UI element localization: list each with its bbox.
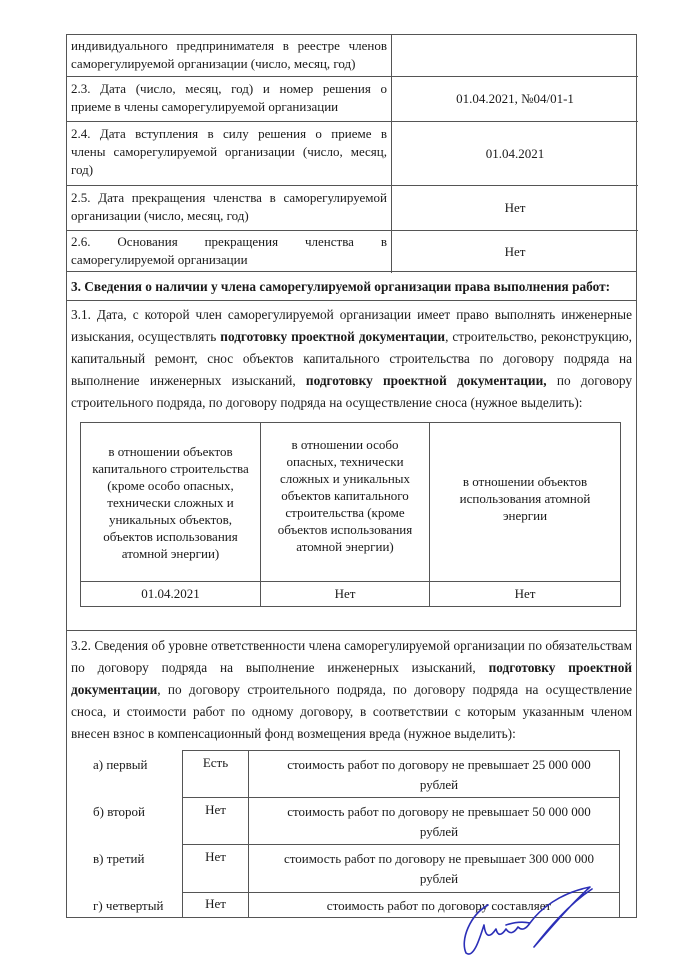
rights-header-nuclear: в отношении объектов использования атомной энергии [459, 473, 591, 523]
rights-value-general: 01.04.2021 [141, 586, 200, 601]
rights-header-general: в отношении объектов капитального строительства (кроме особо опасных, технически сложных и уникальных объектов, объектов использования атомной энергии) [92, 443, 249, 561]
level-name: б) второй [93, 804, 145, 819]
level-status: Есть [202, 755, 229, 770]
bold-text: подготовку проектной документации [71, 660, 633, 697]
level-status: Нет [205, 849, 226, 864]
row-label [67, 186, 391, 230]
section-2-table [66, 34, 637, 272]
text: 3.2. Сведения об уровне ответственности члена саморегулируемой организации по обязательствам по договору подряда на выполнение инженерных изысканий, [71, 638, 632, 675]
section-3-box [66, 272, 637, 918]
rights-value-nuclear: Нет [514, 586, 536, 601]
level-name: в) третий [93, 851, 145, 866]
decision-date-value: 01.04.2021, №04/01-1 [456, 91, 574, 106]
row-label [67, 77, 391, 121]
label-line: индивидуального предпринимателя в реестре членов [71, 38, 387, 53]
text: 3.1. Дата, с которой член саморегулируемой организации имеет право выполнять инженерные изыскания, осуществлять [71, 307, 632, 344]
label-line: год) [71, 162, 94, 177]
rights-table [80, 422, 621, 607]
level-name: г) четвертый [93, 898, 164, 913]
row-value [392, 35, 638, 76]
label-line: саморегулируемой организации [71, 252, 248, 267]
row-label [67, 122, 391, 185]
paragraph-3-1 [67, 302, 636, 416]
row-label [67, 35, 391, 76]
signature-image [440, 885, 610, 965]
level-status: Нет [205, 896, 226, 911]
label-line: саморегулируемой организации (число, месяц, год) [71, 56, 356, 71]
level-description: стоимость работ по договору не превышает 25 000 000 рублей [287, 757, 591, 792]
level-description: стоимость работ по договору не превышает 50 000 000 рублей [287, 804, 591, 839]
label-line: 2.3. Дата (число, месяц, год) и номер решения о [71, 81, 387, 96]
termination-reason-value: Нет [504, 244, 526, 259]
label-line: приеме в члены саморегулируемой организации [71, 99, 339, 114]
text: , по договору строительного подряда, по договору подряда на осуществление сноса, и стоимости работ по одному договору, в соответствии с которым указанным членом внесен взнос в компенсационный фонд возмещения вреда (нужное выделить): [71, 682, 632, 741]
level-name: а) первый [93, 757, 148, 772]
level-status: Нет [205, 802, 226, 817]
level-description: стоимость работ по договору составляет [326, 898, 552, 913]
label-line: 2.6. Основания прекращения членства в [71, 234, 387, 249]
row-label [67, 231, 391, 273]
bold-text: подготовку проектной документации, [305, 373, 547, 388]
rights-value-dangerous: Нет [334, 586, 356, 601]
text: , строительство, реконструкцию, капитальный ремонт, снос объектов капитального строительства по договору подряда на выполнение инженерных изысканий, [71, 329, 632, 388]
label-line: организации (число, месяц, год) [71, 208, 249, 223]
text: по договору строительного подряда, по договору подряда на осуществление сноса (нужное выделить): [71, 373, 633, 410]
termination-date-value: Нет [504, 200, 526, 215]
rights-header-dangerous: в отношении особо опасных, технически сложных и уникальных объектов капитального строительства (кроме объектов использования атомной энергии) [277, 436, 413, 554]
signature-stroke [464, 887, 592, 954]
label-line: 2.4. Дата вступления в силу решения о приеме в [71, 126, 387, 141]
effective-date-value: 01.04.2021 [485, 145, 545, 161]
label-line: члены саморегулируемой организации (число, месяц, [71, 144, 387, 159]
level-row [67, 750, 636, 797]
paragraph-3-2 [67, 633, 636, 747]
bold-text: подготовку проектной документации [220, 329, 446, 344]
level-row [67, 798, 636, 844]
label-line: 2.5. Дата прекращения членства в саморегулируемой [71, 190, 387, 205]
level-description: стоимость работ по договору не превышает 300 000 000 рублей [283, 851, 595, 886]
section-3-heading: 3. Сведения о наличии у члена саморегулируемой организации права выполнения работ: [71, 279, 611, 294]
